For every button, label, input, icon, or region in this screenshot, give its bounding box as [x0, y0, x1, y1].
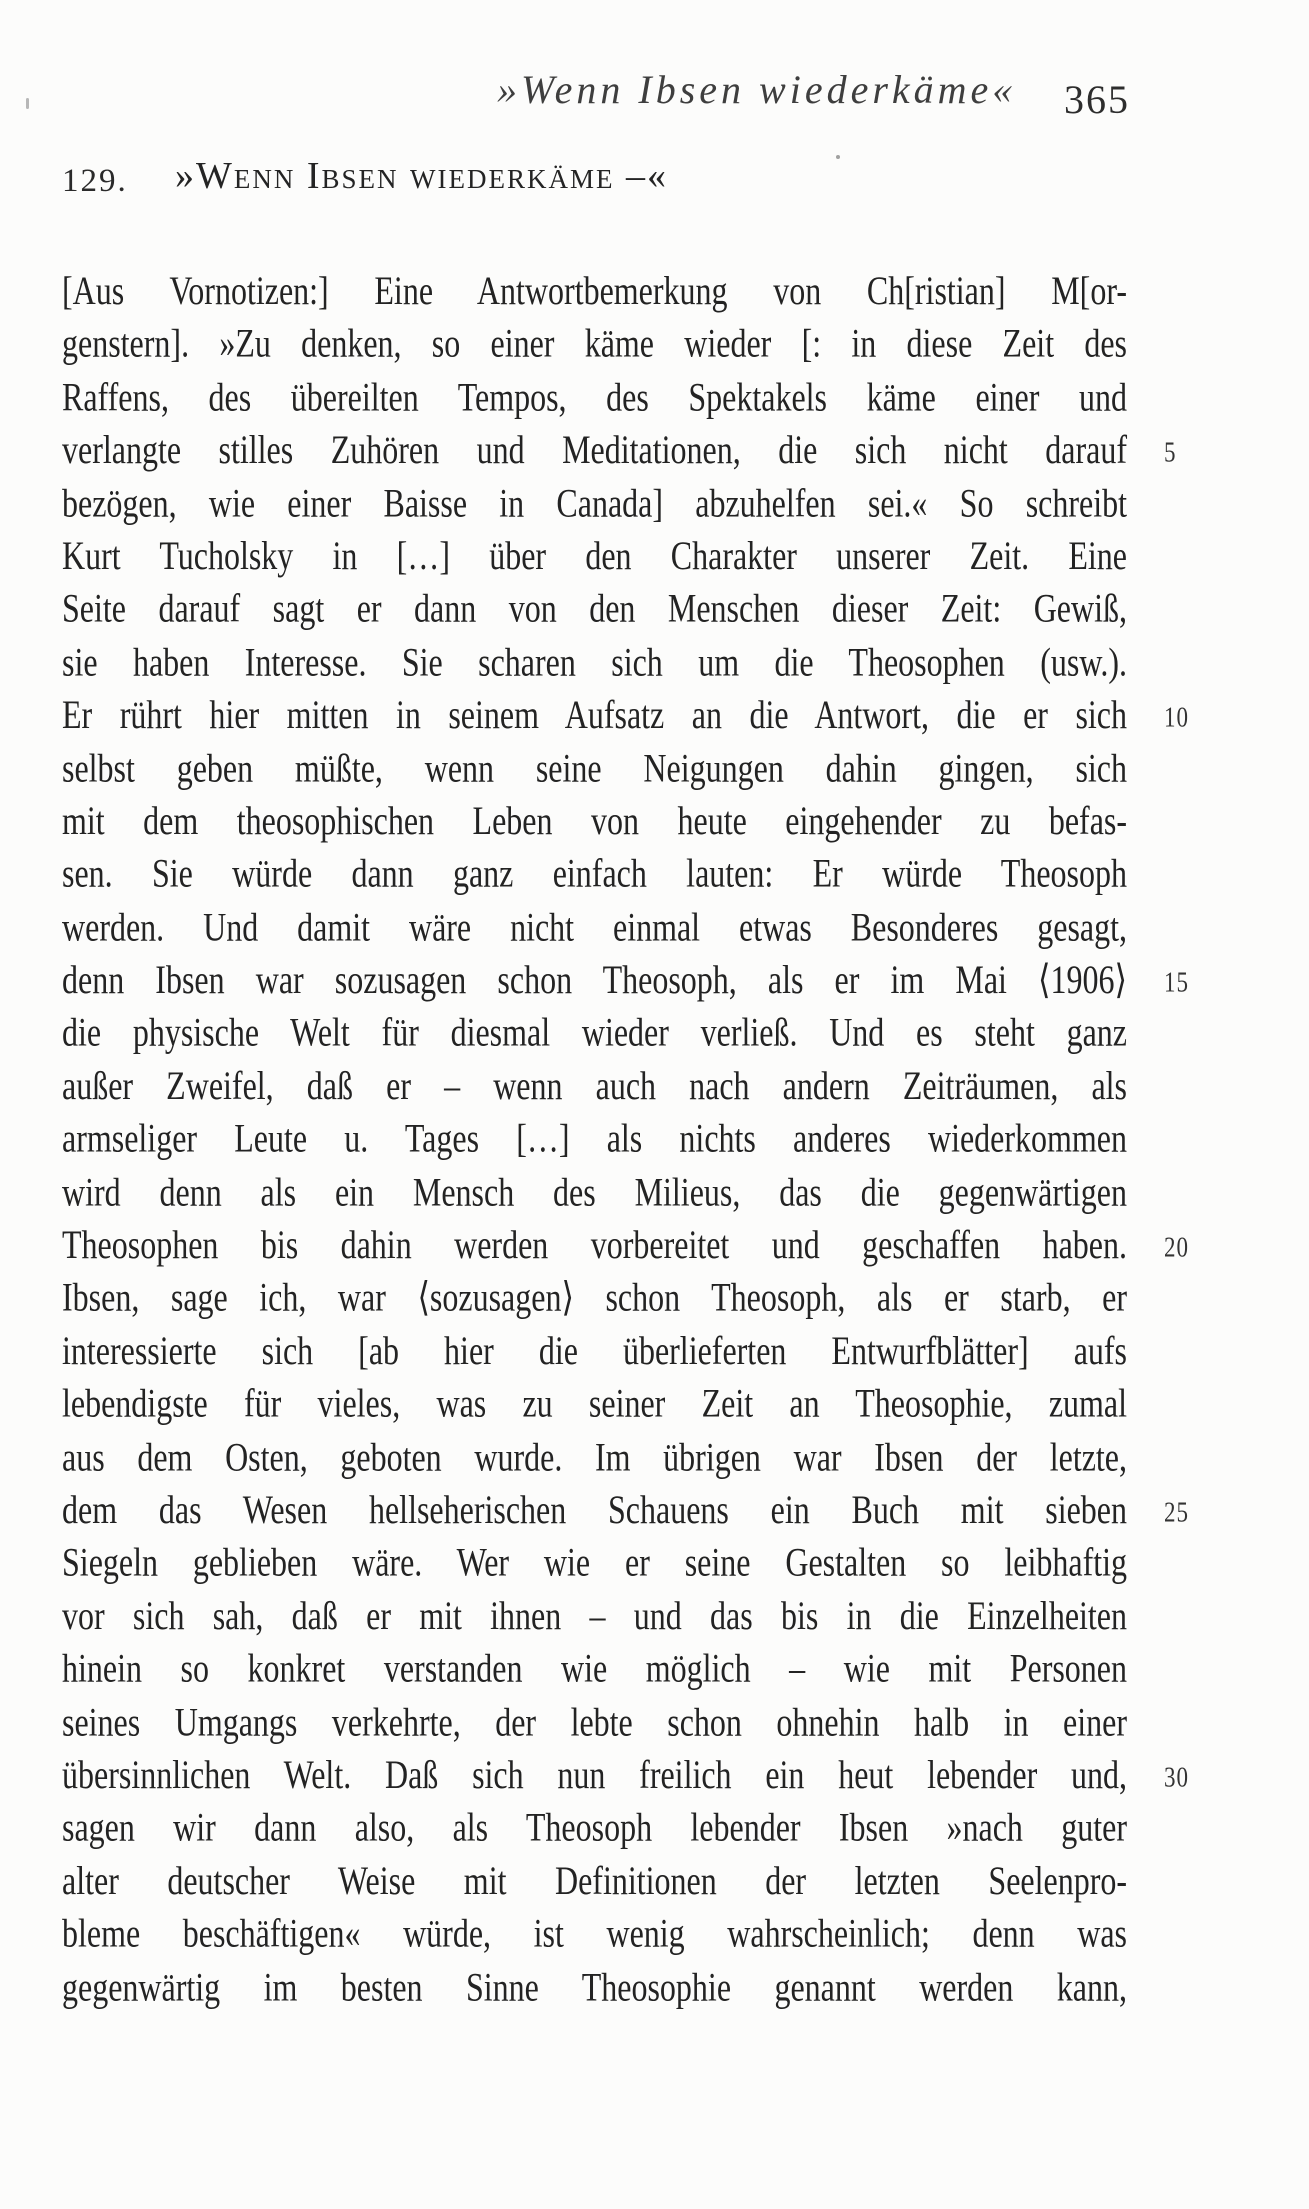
text-line [62, 1271, 1127, 1324]
text-line [62, 900, 1127, 953]
body-text [62, 264, 1189, 2013]
text-line-content: werden. Und damit wäre nicht einmal etwas Besonderes gesagt, [62, 903, 1127, 949]
text-line-content: Kurt Tucholsky in […] über den Charakter unserer Zeit. Eine [62, 532, 1127, 578]
text-line-content: genstern]. »Zu denken, so einer käme wieder [: in diese Zeit des [62, 320, 1127, 366]
text-line [62, 1642, 1127, 1695]
page-number: 365 [1064, 77, 1130, 122]
text-line-content: interessierte sich [ab hier die überlieferten Entwurfblätter] aufs [62, 1327, 1127, 1373]
text-line [62, 1801, 1127, 1854]
running-header-title: »Wenn Ibsen wiederkäme« [497, 67, 1017, 112]
text-line-content: aus dem Osten, geboten wurde. Im übrigen war Ibsen der letzte, [62, 1433, 1127, 1479]
line-number: 10 [1164, 701, 1189, 733]
text-line-content: alter deutscher Weise mit Definitionen der letzten Seelenpro- [62, 1857, 1127, 1903]
section-title: »Wenn Ibsen wiederkäme –« [175, 155, 668, 197]
text-line-content: sen. Sie würde dann ganz einfach lauten: Er würde Theosoph [62, 850, 1127, 896]
text-line [62, 953, 1189, 1006]
text-line-content: Er rührt hier mitten in seinem Aufsatz an die Antwort, die er sich [62, 691, 1127, 737]
text-line-content: Raffens, des übereilten Tempos, des Spektakels käme einer und [62, 373, 1127, 419]
text-line [62, 688, 1189, 741]
text-line [62, 794, 1127, 847]
text-line-content: lebendigste für vieles, was zu seiner Zeit an Theosophie, zumal [62, 1380, 1127, 1426]
text-line-content: hinein so konkret verstanden wie möglich – wie mit Personen [62, 1645, 1127, 1691]
text-line-content: mit dem theosophischen Leben von heute eingehender zu befas- [62, 797, 1127, 843]
scan-speck [26, 98, 29, 109]
text-line [62, 741, 1127, 794]
text-line [62, 1748, 1189, 1801]
text-line [62, 1536, 1127, 1589]
text-line-content: denn Ibsen war sozusagen schon Theosoph, als er im Mai ⟨1906⟩ [62, 956, 1127, 1002]
text-line-content: gegenwärtig im besten Sinne Theosophie genannt werden kann, [62, 1963, 1127, 2009]
text-line [62, 370, 1127, 423]
text-line [62, 1165, 1127, 1218]
line-number: 15 [1164, 966, 1189, 998]
text-line [62, 1589, 1127, 1642]
text-line-content: bezögen, wie einer Baisse in Canada] abzuhelfen sei.« So schreibt [62, 479, 1127, 525]
text-line-content: sagen wir dann also, als Theosoph lebender Ibsen »nach guter [62, 1804, 1127, 1850]
text-line [62, 1377, 1127, 1430]
scan-speck [836, 155, 840, 159]
text-line [62, 1112, 1127, 1165]
line-number: 5 [1164, 436, 1177, 468]
text-line-content: wird denn als ein Mensch des Milieus, das die gegenwärtigen [62, 1168, 1127, 1214]
text-line [62, 529, 1127, 582]
text-line [62, 264, 1127, 317]
text-line [62, 1483, 1189, 1536]
text-line-content: selbst geben müßte, wenn seine Neigungen dahin gingen, sich [62, 744, 1127, 790]
line-number: 25 [1164, 1496, 1189, 1528]
text-line [62, 476, 1127, 529]
text-line-content: dem das Wesen hellseherischen Schauens ein Buch mit sieben [62, 1486, 1127, 1532]
text-line-content: [Aus Vornotizen:] Eine Antwortbemerkung von Ch[ristian] M[or- [62, 267, 1127, 313]
text-line-content: Ibsen, sage ich, war ⟨sozusagen⟩ schon Theosoph, als er starb, er [62, 1274, 1127, 1320]
text-line-content: bleme beschäftigen« würde, ist wenig wahrscheinlich; denn was [62, 1910, 1127, 1956]
text-line-content: sie haben Interesse. Sie scharen sich um die Theosophen (usw.). [62, 638, 1127, 684]
text-line-content: Seite darauf sagt er dann von den Menschen dieser Zeit: Gewiß, [62, 585, 1127, 631]
text-line [62, 1960, 1127, 2013]
text-line [62, 423, 1177, 476]
text-line [62, 1907, 1127, 1960]
line-number: 20 [1164, 1231, 1189, 1263]
text-line-content: armseliger Leute u. Tages […] als nichts anderes wiederkommen [62, 1115, 1127, 1161]
text-line [62, 1218, 1189, 1271]
text-line [62, 635, 1127, 688]
text-line [62, 1854, 1127, 1907]
text-line [62, 1006, 1127, 1059]
text-line-content: übersinnlichen Welt. Daß sich nun freilich ein heut lebender und, [62, 1751, 1127, 1797]
text-line [62, 847, 1127, 900]
text-line-content: außer Zweifel, daß er – wenn auch nach andern Zeiträumen, als [62, 1062, 1127, 1108]
text-line [62, 1695, 1127, 1748]
text-line [62, 1430, 1127, 1483]
text-line [62, 317, 1127, 370]
text-line-content: verlangte stilles Zuhören und Meditationen, die sich nicht darauf [62, 426, 1127, 472]
text-line-content: Siegeln geblieben wäre. Wer wie er seine Gestalten so leibhaftig [62, 1539, 1127, 1585]
text-line [62, 1324, 1127, 1377]
text-line-content: die physische Welt für diesmal wieder verließ. Und es steht ganz [62, 1009, 1127, 1055]
line-number: 30 [1164, 1761, 1189, 1793]
text-line-content: seines Umgangs verkehrte, der lebte schon ohnehin halb in einer [62, 1698, 1127, 1744]
text-line [62, 582, 1127, 635]
text-line-content: Theosophen bis dahin werden vorbereitet und geschaffen haben. [62, 1221, 1127, 1267]
text-line [62, 1059, 1127, 1112]
text-line-content: vor sich sah, daß er mit ihnen – und das bis in die Einzelheiten [62, 1592, 1127, 1638]
section-number: 129. [62, 163, 128, 199]
